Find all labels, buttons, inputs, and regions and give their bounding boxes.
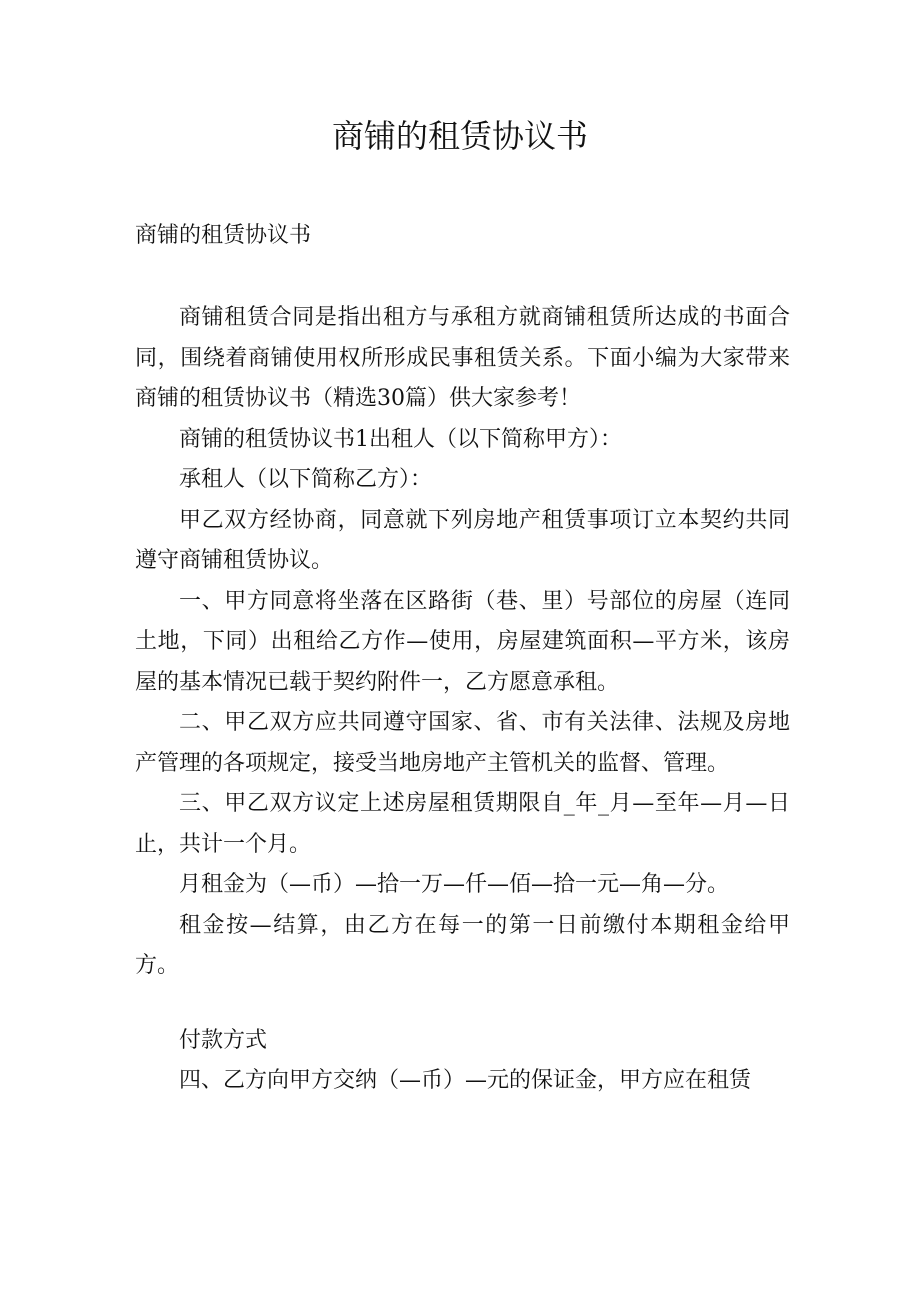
paragraph-clause-2: 二、甲乙双方应共同遵守国家、省、市有关法律、法规及房地产管理的各项规定，接受当地房地产主管机关的监督、管理。 [135, 710, 790, 776]
document-body [135, 298, 790, 1102]
section-heading-payment: 付款方式 [179, 1027, 268, 1053]
paragraph-lessor: 商铺的租赁协议书1出租人（以下简称甲方）： [179, 426, 622, 452]
paragraph-clause-1: 一、甲方同意将坐落在区路街（巷、里）号部位的房屋（连同土地，下同）出租给乙方作—使用，房屋建筑面积—平方米，该房屋的基本情况已载于契约附件一，乙方愿意承租。 [135, 588, 790, 695]
paragraph-monthly-rent: 月租金为（—币）—拾一万—仟—佰—拾一元—角—分。 [179, 872, 730, 897]
document-title: 商铺的租赁协议书 [331, 117, 588, 155]
paragraph-intro: 商铺租赁合同是指出租方与承租方就商铺租赁所达成的书面合同，围绕着商铺使用权所形成民事租赁关系。下面小编为大家带来商铺的租赁协议书（精选30篇）供大家参考！ [135, 305, 790, 411]
paragraph-agreement: 甲乙双方经协商，同意就下列房地产租赁事项订立本契约共同遵守商铺租赁协议。 [135, 507, 790, 573]
paragraph-clause-4: 四、乙方向甲方交纳（—币）—元的保证金，甲方应在租赁 [179, 1068, 752, 1093]
paragraph-clause-3: 三、甲乙双方议定上述房屋租赁期限自_年_月—至年—月—日止，共计一个月。 [135, 791, 790, 857]
paragraph-settlement: 租金按—结算，由乙方在每一的第一日前缴付本期租金给甲方。 [135, 912, 790, 978]
document-subtitle: 商铺的租赁协议书 [135, 223, 312, 248]
paragraph-lessee: 承租人（以下简称乙方）： [179, 467, 433, 492]
